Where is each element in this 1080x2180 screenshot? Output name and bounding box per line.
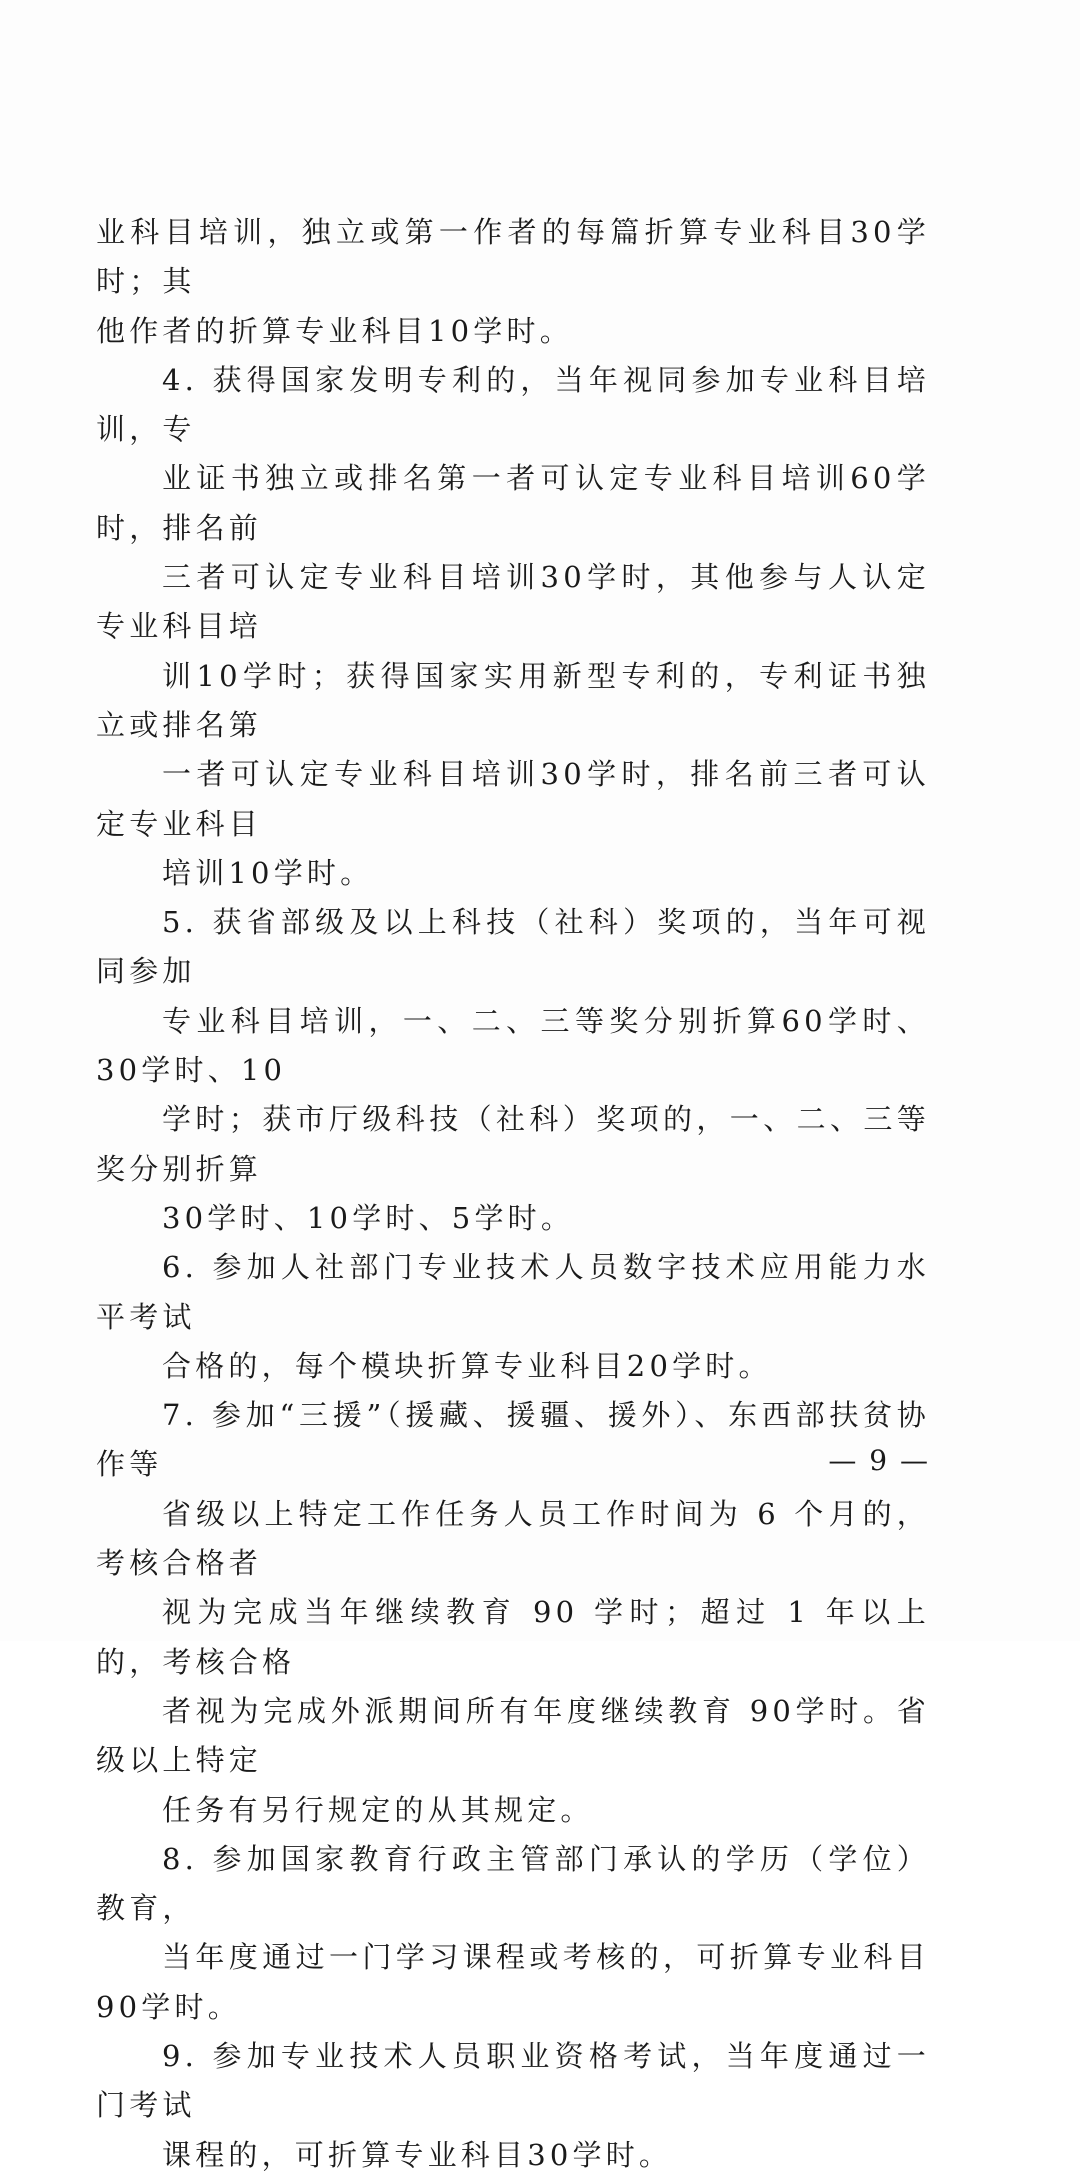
- text-line: 训10学时；获得国家实用新型专利的，专利证书独立或排名第: [96, 658, 930, 742]
- text-line: 学时；获市厅级科技（社科）奖项的，一、二、三等奖分别折算: [96, 1102, 930, 1186]
- text-line: 任务有另行规定的从其规定。: [162, 1792, 594, 1827]
- text-line: 省级以上特定工作任务人员工作时间为 6 个月的，考核合格者: [96, 1496, 930, 1581]
- text-line: 4. 获得国家发明专利的，当年视同参加专业科目培训，专: [96, 362, 930, 447]
- text-line: 他作者的折算专业科目10学时。: [96, 313, 573, 348]
- text-line: 课程的，可折算专业科目30学时。: [162, 2137, 673, 2172]
- text-line: 业科目培训，独立或第一作者的每篇折算专业科目30学时；其: [96, 215, 930, 299]
- paragraph-item-4: [96, 356, 930, 898]
- text-line: 5. 获省部级及以上科技（社科）奖项的，当年可视同参加: [96, 905, 930, 989]
- paragraph-item-5: [96, 898, 930, 1243]
- text-line: 6. 参加人社部门专业技术人员数字技术应用能力水平考试: [96, 1250, 930, 1334]
- paragraph-item-8: [96, 1835, 930, 2032]
- text-line: 当年度通过一门学习课程或考核的，可折算专业科目90学时。: [96, 1940, 930, 2024]
- text-line: 三者可认定专业科目培训30学时，其他参与人认定专业科目培: [96, 560, 930, 644]
- text-line: 视为完成当年继续教育 90 学时；超过 1 年以上的，考核合格: [96, 1595, 930, 1679]
- text-line: 者视为完成外派期间所有年度继续教育 90学时。省级以上特定: [96, 1693, 930, 1778]
- document-body: [96, 208, 930, 2180]
- text-line: 业证书独立或排名第一者可认定专业科目培训60学时，排名前: [96, 461, 930, 545]
- text-line: 培训10学时。: [162, 855, 374, 890]
- text-line: 专业科目培训，一、二、三等奖分别折算60学时、30学时、10: [96, 1003, 930, 1088]
- text-line: 8. 参加国家教育行政主管部门承认的学历（学位）教育，: [96, 1841, 930, 1926]
- text-line: 9. 参加专业技术人员职业资格考试，当年度通过一门考试: [96, 2038, 930, 2123]
- text-line: 一者可认定专业科目培训30学时，排名前三者可认定专业科目: [96, 757, 930, 841]
- text-line: 30学时、10学时、5学时。: [162, 1200, 575, 1235]
- text-line: 7. 参加“三援”（援藏、援疆、援外）、东西部扶贫协作等: [96, 1398, 930, 1482]
- paragraph-continuation: [96, 208, 930, 356]
- paragraph-item-6: [96, 1243, 930, 1391]
- page-number: — 9 —: [828, 1444, 930, 1477]
- paragraph-item-9: [96, 2032, 930, 2180]
- text-line: 合格的，每个模块折算专业科目20学时。: [162, 1348, 772, 1383]
